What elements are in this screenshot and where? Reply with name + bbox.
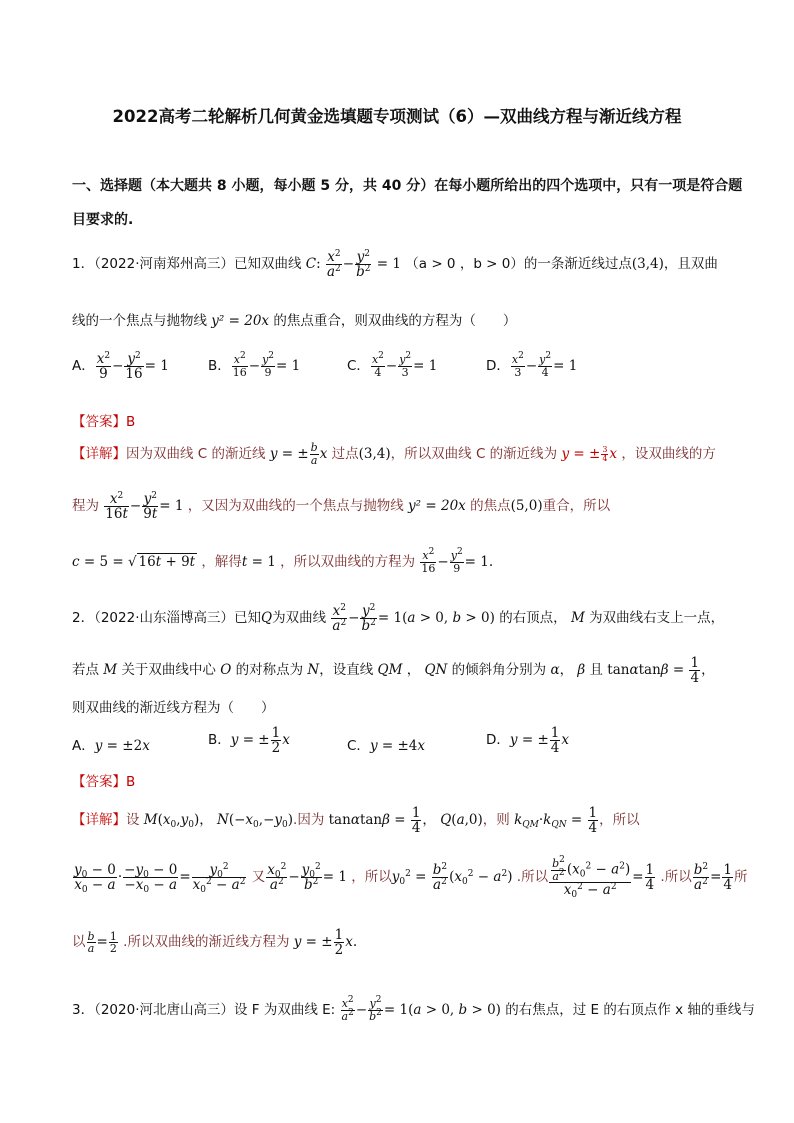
question-1-option-c[interactable]: C． $\frac{x^2}{4}$ − $\frac{y^2}{3}$ = 1 — [347, 351, 438, 379]
question-2-detail-line-1: 【详解】设 $M(x_0,y_0)$， $N(-x_0,-y_0)$.因为 tanαtanβ = $\frac{1}{4}$ ， Q(a,0)，则 $k_{QM}\cdot k_{QN}$ = $\frac{1}{4}$ ，所以 — [72, 805, 640, 837]
question-1-option-d[interactable]: D． $\frac{x^2}{3}$ − $\frac{y^2}{4}$ = 1 — [486, 351, 578, 379]
question-1-stem-cont: 线的一个焦点与抛物线 y² = 20x 的焦点重合，则双曲线的方程为（ ） — [72, 313, 517, 329]
question-1-stem: 1．（2022·河南郑州高三）已知双曲线 C: $\frac{x^2}{a^2}$ − $\frac{y^2}{b^2}$ = 1 （a > 0 ，b > 0）的一条渐近线过点(3,4)，且双曲 — [72, 249, 718, 281]
question-2-option-a[interactable]: A．y = ±2x — [72, 738, 150, 754]
question-1-detail-line-1: 【详解】因为双曲线 C 的渐近线 y = ± $\frac{b}{a}$ x 过点(3,4)，所以双曲线 C 的渐近线为 y = ± $\frac{3}{4}$ x ，设双曲线的方 — [72, 441, 716, 467]
question-2-option-b[interactable]: B．y = ± $\frac{1}{2}$ x — [208, 725, 290, 757]
section-heading: 一、选择题（本大题共 8 小题，每小题 5 分，共 40 分）在每小题所给出的四个选项中，只有一项是符合题 — [72, 178, 743, 194]
question-2-option-d[interactable]: D．y = ± $\frac{1}{4}$ x — [486, 725, 569, 757]
question-1-detail-line-3: c = 5 = √ 16t + 9t ，解得t = 1 ，所以双曲线的方程为 $\frac{x^2}{16}$ − $\frac{y^2}{9}$ = 1. — [72, 547, 494, 575]
question-2-detail-line-3: 以 $\frac{b}{a}$ = $\frac{1}{2}$ .所以双曲线的渐近线方程为 y = ± $\frac{1}{2}$ x. — [72, 927, 358, 959]
section-heading-cont: 目要求的. — [72, 212, 134, 228]
question-2-stem-cont: 若点 M 关于双曲线中心 O 的对称点为 N，设直线 QM ， QN 的倾斜角分别为 α， β 且 tanαtanβ = $\frac{1}{4}$ ， — [72, 655, 715, 687]
question-2-stem: 2．（2022·山东淄博高三）已知Q为双曲线 $\frac{x^2}{a^2}$ − $\frac{y^2}{b^2}$ = 1(a > 0, b > 0) 的右顶点， M 为双曲线右支上一点， — [72, 603, 725, 635]
page-title: 2022高考二轮解析几何黄金选填题专项测试（6）—双曲线方程与渐近线方程 — [112, 107, 682, 126]
question-2-option-c[interactable]: C．y = ±4x — [347, 738, 425, 754]
question-3-stem: 3．（2020·河北唐山高三）设 F 为双曲线 E: $\frac{x^2}{a^2}$ − $\frac{y^2}{b^2}$ = 1(a > 0, b > 0) 的右焦点，过 E 的右顶点作 x 轴的垂线与 — [72, 995, 755, 1023]
question-1-option-a[interactable]: A． $\frac{x^2}{9}$ − $\frac{y^2}{16}$ = 1 — [72, 351, 169, 383]
question-1-answer: 【答案】B — [72, 414, 136, 430]
question-2-detail-line-2: $\frac{y_0 - 0}{x_0 - a}$ · $\frac{-y_0 - 0}{-x_0 - a}$ = $\frac{y_0^2}{x_0^2 - a^2}$ 又 $\frac{x_0^2}{a^2}$ − $\frac{y_0^2}{b^2}$ = 1 ，所以$y_0^2$ = $\frac{b^2}{a^2}$ $(x_0^2 - a^2)$ .所以 $\frac{b^2}{a^2}$ $(x_0^2 - a^2)$ $x_0^2 - a^2$ = $\frac{1}{4}$ .所以 $\frac{b^2}{a^2}$ = $\frac{1}{4}$ 所 — [74, 855, 748, 901]
question-1-option-b[interactable]: B． $\frac{x^2}{16}$ − $\frac{y^2}{9}$ = 1 — [208, 351, 301, 379]
question-2-stem-end: 则双曲线的渐近线方程为（ ） — [72, 700, 275, 716]
question-1-detail-line-2: 程为 $\frac{x^2}{16t}$ − $\frac{y^2}{9t}$ = 1 ，又因为双曲线的一个焦点与抛物线 y² = 20x 的焦点(5,0)重合，所以 — [72, 491, 611, 523]
question-2-answer: 【答案】B — [72, 774, 136, 790]
